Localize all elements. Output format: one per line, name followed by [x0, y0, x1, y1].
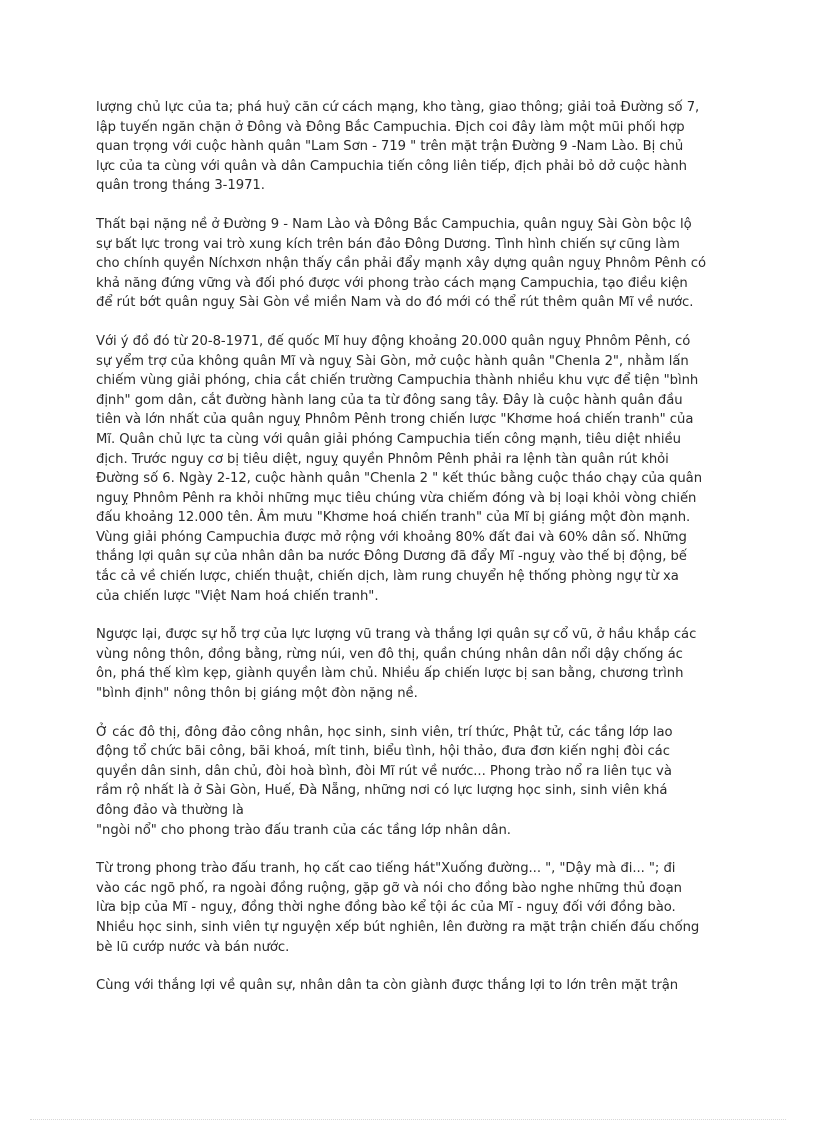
text-line: quân trong tháng 3-1971. [96, 178, 265, 194]
text-line: Với ý đồ đó từ 20-8-1971, đế quốc Mĩ huy động khoảng 20.000 quân nguỵ Phnôm Pênh, có [96, 333, 691, 349]
text-line: để rút bớt quân nguỵ Sài Gòn về miền Nam và do đó mới có thể rút thêm quân Mĩ về nước. [96, 295, 694, 311]
text-line: động tổ chức bãi công, bãi khoá, mít tinh, biểu tình, hội thảo, đưa đơn kiến nghị đòi các [96, 744, 670, 760]
text-line: Từ trong phong trào đấu tranh, họ cất cao tiếng hát"Xuống đường... ", "Dậy mà đi... "; đi [96, 861, 676, 877]
text-line: khả năng đứng vững và đối phó được với phong trào cách mạng Campuchia, tạo điều kiện [96, 275, 688, 291]
text-line: đấu khoảng 12.000 tên. Âm mưu "Khơme hoá chiến tranh" của Mĩ bị giáng một đòn mạnh. [96, 510, 691, 526]
text-line: nguỵ Phnôm Pênh ra khỏi những mục tiêu chúng vừa chiếm đóng và bị loại khỏi vòng chiến [96, 490, 697, 506]
text-line: Mĩ. Quân chủ lực ta cùng với quân giải phóng Campuchia tiến công mạnh, tiêu diệt nhiều [96, 431, 681, 447]
text-line: "bình định" nông thôn bị giáng một đòn nặng nề. [96, 686, 418, 702]
text-line: quan trọng với cuộc hành quân "Lam Sơn - 719 " trên mặt trận Đường 9 -Nam Lào. Bị chủ [96, 139, 684, 155]
paragraph-3 [96, 332, 726, 606]
text-line: vùng nông thôn, đồng bằng, rừng núi, ven đô thị, quần chúng nhân dân nổi dậy chống ác [96, 646, 683, 662]
text-line: Thất bại nặng nề ở Đường 9 - Nam Lào và Đông Bắc Campuchia, quân nguỵ Sài Gòn bộc lộ [96, 216, 692, 232]
text-line: cho chính quyền Níchxơn nhận thấy cần phải đẩy mạnh xây dựng quân nguỵ Phnôm Pênh có [96, 256, 706, 272]
text-line: Ngược lại, được sự hỗ trợ của lực lượng vũ trang và thắng lợi quân sự cổ vũ, ở hầu khắp các [96, 627, 697, 643]
paragraph-7 [96, 976, 726, 996]
text-line: tiên và lớn nhất của quân nguỵ Phnôm Pênh trong chiến lược "Khơme hoá chiến tranh" của [96, 412, 694, 428]
text-line: quyền dân sinh, dân chủ, đòi hoà bình, đòi Mĩ rút về nước... Phong trào nổ ra liên tục và [96, 763, 672, 779]
paragraph-6 [96, 859, 726, 957]
text-line: chiếm vùng giải phóng, chia cắt chiến trường Campuchia thành nhiều khu vực để tiện "bình [96, 373, 699, 389]
text-line: Nhiều học sinh, sinh viên tự nguyện xếp bút nghiên, lên đường ra mặt trận chiến đấu chống [96, 919, 700, 935]
paragraph-1 [96, 98, 726, 196]
paragraph-5 [96, 723, 726, 841]
text-line: vào các ngõ phố, ra ngoài đồng ruộng, gặp gỡ và nói cho đồng bào nghe những thủ đoạn [96, 880, 682, 896]
text-line: "ngòi nổ" cho phong trào đấu tranh của các tầng lớp nhân dân. [96, 822, 511, 838]
text-line: lực của ta cùng với quân và dân Campuchia tiến công liên tiếp, địch phải bỏ dở cuộc hành [96, 158, 687, 174]
paragraph-4 [96, 625, 726, 703]
text-line: lập tuyến ngăn chặn ở Đông và Đông Bắc Campuchia. Địch coi đây làm một mũi phối hợp [96, 119, 685, 135]
text-line: Đường số 6. Ngày 2-12, cuộc hành quân "Chenla 2 " kết thúc bằng cuộc tháo chạy của quân [96, 471, 702, 487]
text-line: tắc cả về chiến lược, chiến thuật, chiến dịch, làm rung chuyển hệ thống phòng ngự từ xa [96, 569, 679, 585]
text-line: của chiến lược "Việt Nam hoá chiến tranh". [96, 588, 379, 604]
text-line: lượng chủ lực của ta; phá huỷ căn cứ cách mạng, kho tàng, giao thông; giải toả Đường số 7, [96, 100, 700, 115]
text-line: Ở các đô thị, đông đảo công nhân, học sinh, sinh viên, trí thức, Phật tử, các tầng lớp lao [96, 724, 673, 740]
text-line: Cùng với thắng lợi về quân sự, nhân dân ta còn giành được thắng lợi to lớn trên mặt trận [96, 978, 679, 994]
text-line: Vùng giải phóng Campuchia được mở rộng với khoảng 80% đất đai và 60% dân số. Những [96, 529, 687, 545]
page-bottom-divider [30, 1119, 786, 1120]
text-line: ôn, phá thế kìm kẹp, giành quyền làm chủ. Nhiều ấp chiến lược bị san bằng, chương trình [96, 666, 684, 682]
text-line: thắng lợi quân sự của nhân dân ba nước Đông Dương đã đẩy Mĩ -nguỵ vào thế bị động, bế [96, 549, 687, 565]
text-line: sự yểm trợ của không quân Mĩ và nguỵ Sài Gòn, mở cuộc hành quân "Chenla 2", nhằm lấn [96, 353, 689, 369]
text-line: sự bất lực trong vai trò xung kích trên bán đảo Đông Dương. Tình hình chiến sự cũng làm [96, 236, 680, 252]
text-line: địch. Trước nguy cơ bị tiêu diệt, nguỵ quyền Phnôm Pênh phải ra lệnh tàn quân rút khỏi [96, 451, 669, 467]
text-line: lừa bịp của Mĩ - nguỵ, đồng thời nghe đồng bào kể tội ác của Mĩ - nguỵ đối với đồng bào. [96, 900, 676, 916]
text-line: định" gom dân, cắt đường hành lang của ta từ đông sang tây. Đây là cuộc hành quân đầu [96, 392, 683, 408]
document-page [96, 98, 726, 1015]
text-line: đông đảo và thường là [96, 803, 244, 818]
text-line: rầm rộ nhất là ở Sài Gòn, Huế, Đà Nẵng, những nơi có lực lượng học sinh, sinh viên khá [96, 783, 668, 799]
paragraph-2 [96, 215, 726, 313]
text-line: bè lũ cướp nước và bán nước. [96, 939, 290, 955]
